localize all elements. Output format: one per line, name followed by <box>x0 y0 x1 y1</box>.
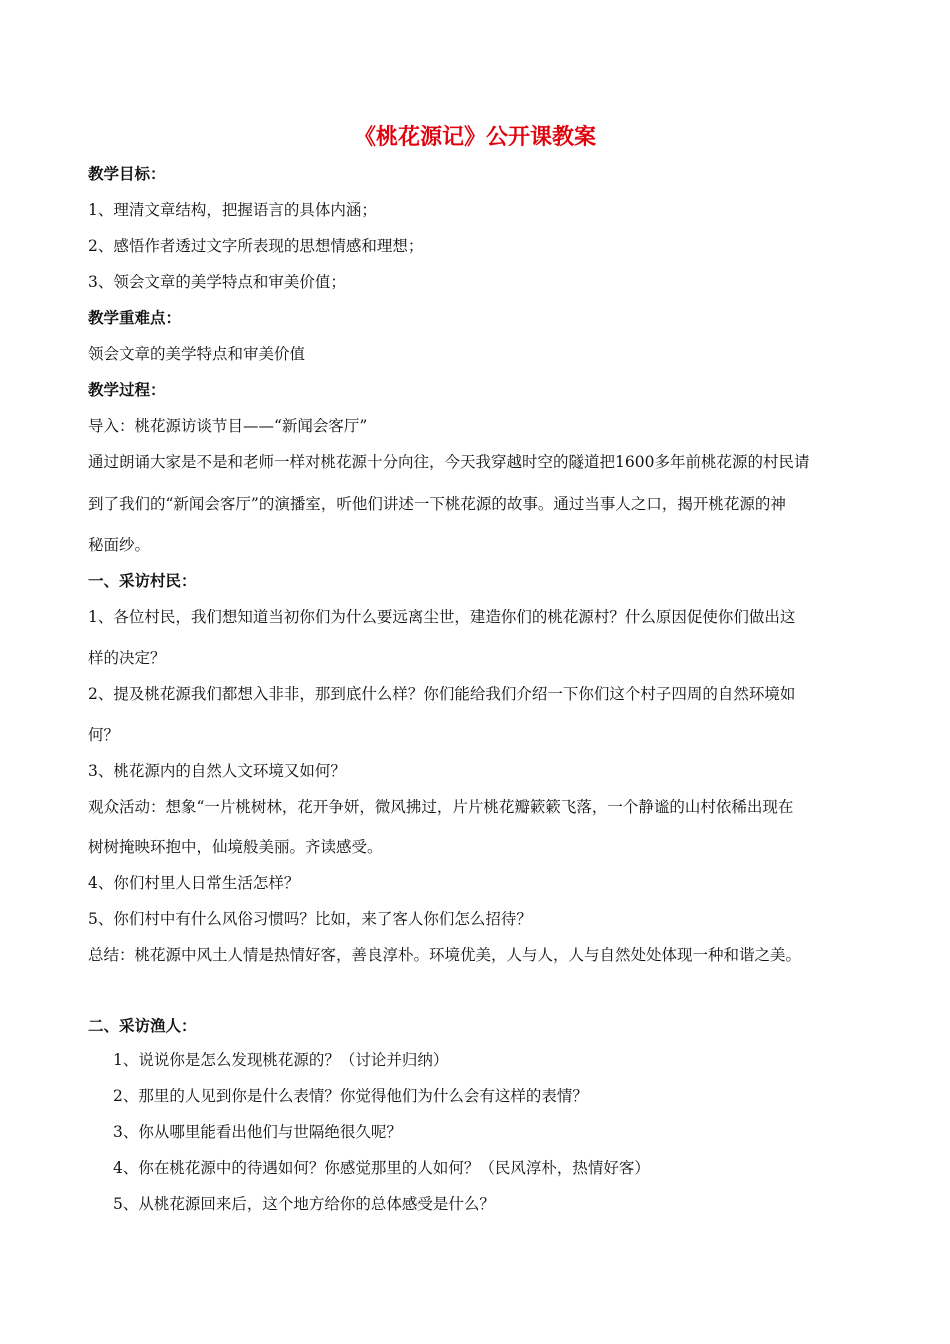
section1-line: 5、你们村中有什么风俗习惯吗？比如，来了客人你们怎么招待？ <box>88 910 532 928</box>
section1-line: 1、各位村民，我们想知道当初你们为什么要远离尘世，建造你们的桃花源村？什么原因促使你们做出这 <box>88 608 796 626</box>
section2-heading: 二、采访渔人： <box>88 1017 197 1035</box>
key-points-text: 领会文章的美学特点和审美价值 <box>88 345 306 363</box>
goal-item: 2、感悟作者透过文字所表现的思想情感和理想； <box>88 237 424 255</box>
section1-heading: 一、采访村民： <box>88 572 197 590</box>
section1-line: 观众活动：想象“一片桃树林，花开争妍，微风拂过，片片桃花瓣簌簌飞落，一个静谧的山村依稀出现在 <box>88 798 794 816</box>
section2-line: 4、你在桃花源中的待遇如何？你感觉那里的人如何？（民风淳朴，热情好客） <box>113 1159 650 1177</box>
section1-line: 总结：桃花源中风土人情是热情好客，善良淳朴。环境优美，人与人，人与自然处处体现一种和谐之美。 <box>88 946 802 964</box>
section1-line: 4、你们村里人日常生活怎样？ <box>88 874 300 892</box>
process-heading: 教学过程： <box>88 381 166 399</box>
section1-line: 树树掩映环抱中，仙境般美丽。齐读感受。 <box>88 838 383 856</box>
section2-line: 5、从桃花源回来后，这个地方给你的总体感受是什么？ <box>113 1195 495 1213</box>
intro-paragraph-line: 秘面纱。 <box>88 536 151 554</box>
section2-line: 1、说说你是怎么发现桃花源的？（讨论并归纳） <box>113 1051 449 1069</box>
goal-item: 1、理清文章结构，把握语言的具体内涵； <box>88 201 377 219</box>
goal-item: 3、领会文章的美学特点和审美价值； <box>88 273 346 291</box>
goals-heading: 教学目标： <box>88 165 166 183</box>
intro-line: 导入：桃花源访谈节目——“新闻会客厅” <box>88 417 368 435</box>
document-title: 《桃花源记》公开课教案 <box>353 125 596 150</box>
section2-line: 2、那里的人见到你是什么表情？你觉得他们为什么会有这样的表情？ <box>113 1087 588 1105</box>
section2-line: 3、你从哪里能看出他们与世隔绝很久呢？ <box>113 1123 402 1141</box>
intro-paragraph-line: 通过朗诵大家是不是和老师一样对桃花源十分向往，今天我穿越时空的隧道把1600多年前桃花源的村民请 <box>88 453 810 471</box>
section1-line: 2、提及桃花源我们都想入非非，那到底什么样？你们能给我们介绍一下你们这个村子四周的自然环境如 <box>88 685 796 703</box>
key-points-heading: 教学重难点： <box>88 309 182 327</box>
section1-line: 3、桃花源内的自然人文环境又如何？ <box>88 762 346 780</box>
section1-line: 样的决定？ <box>88 649 166 667</box>
intro-paragraph-line: 到了我们的“新闻会客厅”的演播室，听他们讲述一下桃花源的故事。通过当事人之口，揭开桃花源的神 <box>88 495 786 513</box>
section1-line: 何？ <box>88 726 120 744</box>
